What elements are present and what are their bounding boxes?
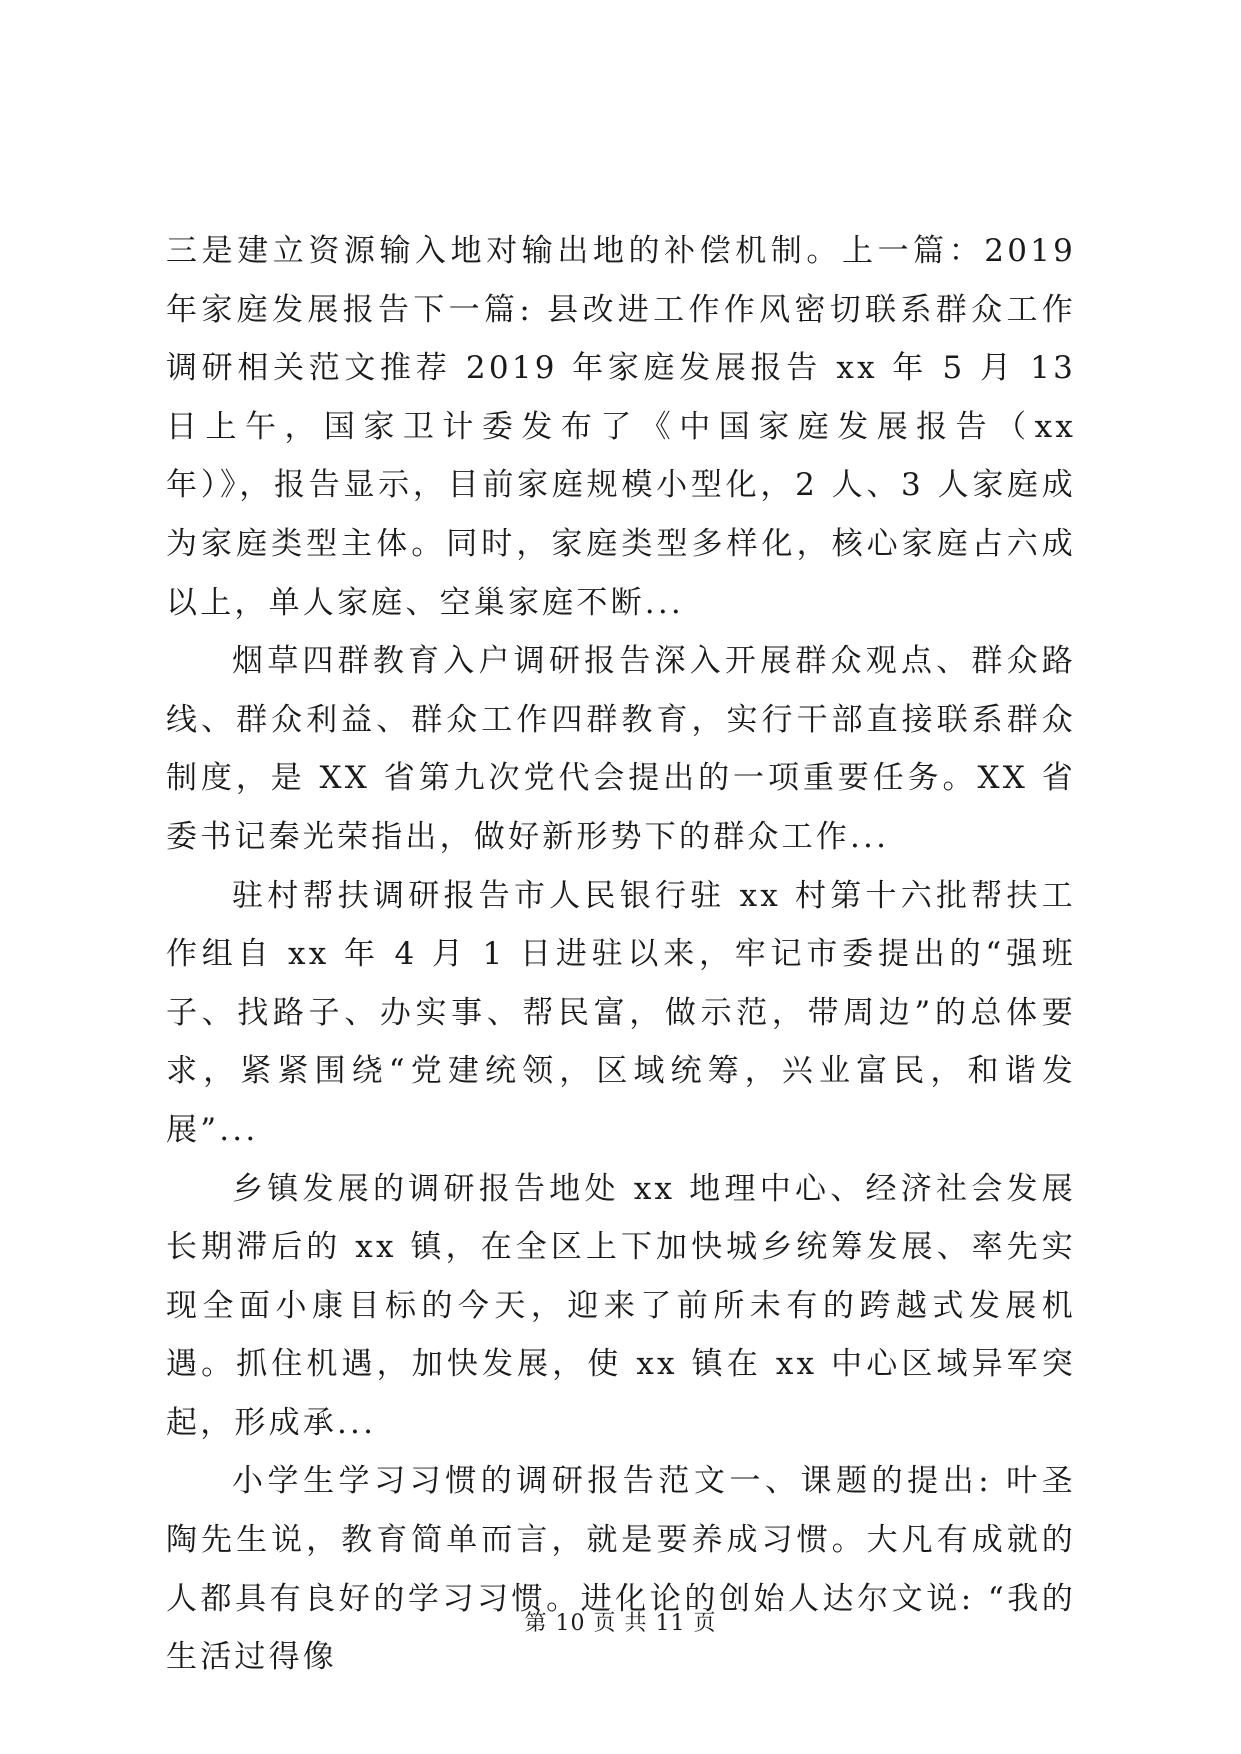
paragraph-3: 驻村帮扶调研报告市人民银行驻 xx 村第十六批帮扶工作组自 xx 年 4 月 1 日进驻以来，牢记市委提出的“强班子、找路子、办实事、帮民富，做示范，带周边”的总体要求，紧紧围绕“党建统领，区域统筹，兴业富民，和谐发展”... [166, 877, 1076, 1148]
page-footer: 第 10 页 共 11 页 [524, 1611, 717, 1636]
paragraph-2: 烟草四群教育入户调研报告深入开展群众观点、群众路线、群众利益、群众工作四群教育，实行干部直接联系群众制度，是 XX 省第九次党代会提出的一项重要任务。XX 省委书记秦光荣指出，做好新形势下的群众工作... [166, 643, 1076, 855]
paragraph-5: 小学生学习习惯的调研报告范文一、课题的提出: 叶圣陶先生说，教育简单而言，就是要养成习惯。大凡有成就的人都具有良好的学习习惯。进化论的创始人达尔文说: “我的生活过得像 [166, 1463, 1076, 1676]
document-body [166, 222, 1076, 1687]
paragraph-1: 三是建立资源输入地对输出地的补偿机制。上一篇：2019 年家庭发展报告下一篇: 县改进工作作风密切联系群众工作调研相关范文推荐 2019 年家庭发展报告 xx 年 5 月 13 日上午，国家卫计委发布了《中国家庭发展报告（xx 年）》，报告显示，目前家庭规模小型化，2 人、3 人家庭成为家庭类型主体。同时，家庭类型多样化，核心家庭占六成以上，单人家庭、空巢家庭不断... [166, 233, 1076, 621]
paragraph-4: 乡镇发展的调研报告地处 xx 地理中心、经济社会发展长期滞后的 xx 镇，在全区上下加快城乡统筹发展、率先实现全面小康目标的今天，迎来了前所未有的跨越式发展机遇。抓住机遇，加快发展，使 xx 镇在 xx 中心区域异军突起，形成承... [166, 1170, 1076, 1441]
